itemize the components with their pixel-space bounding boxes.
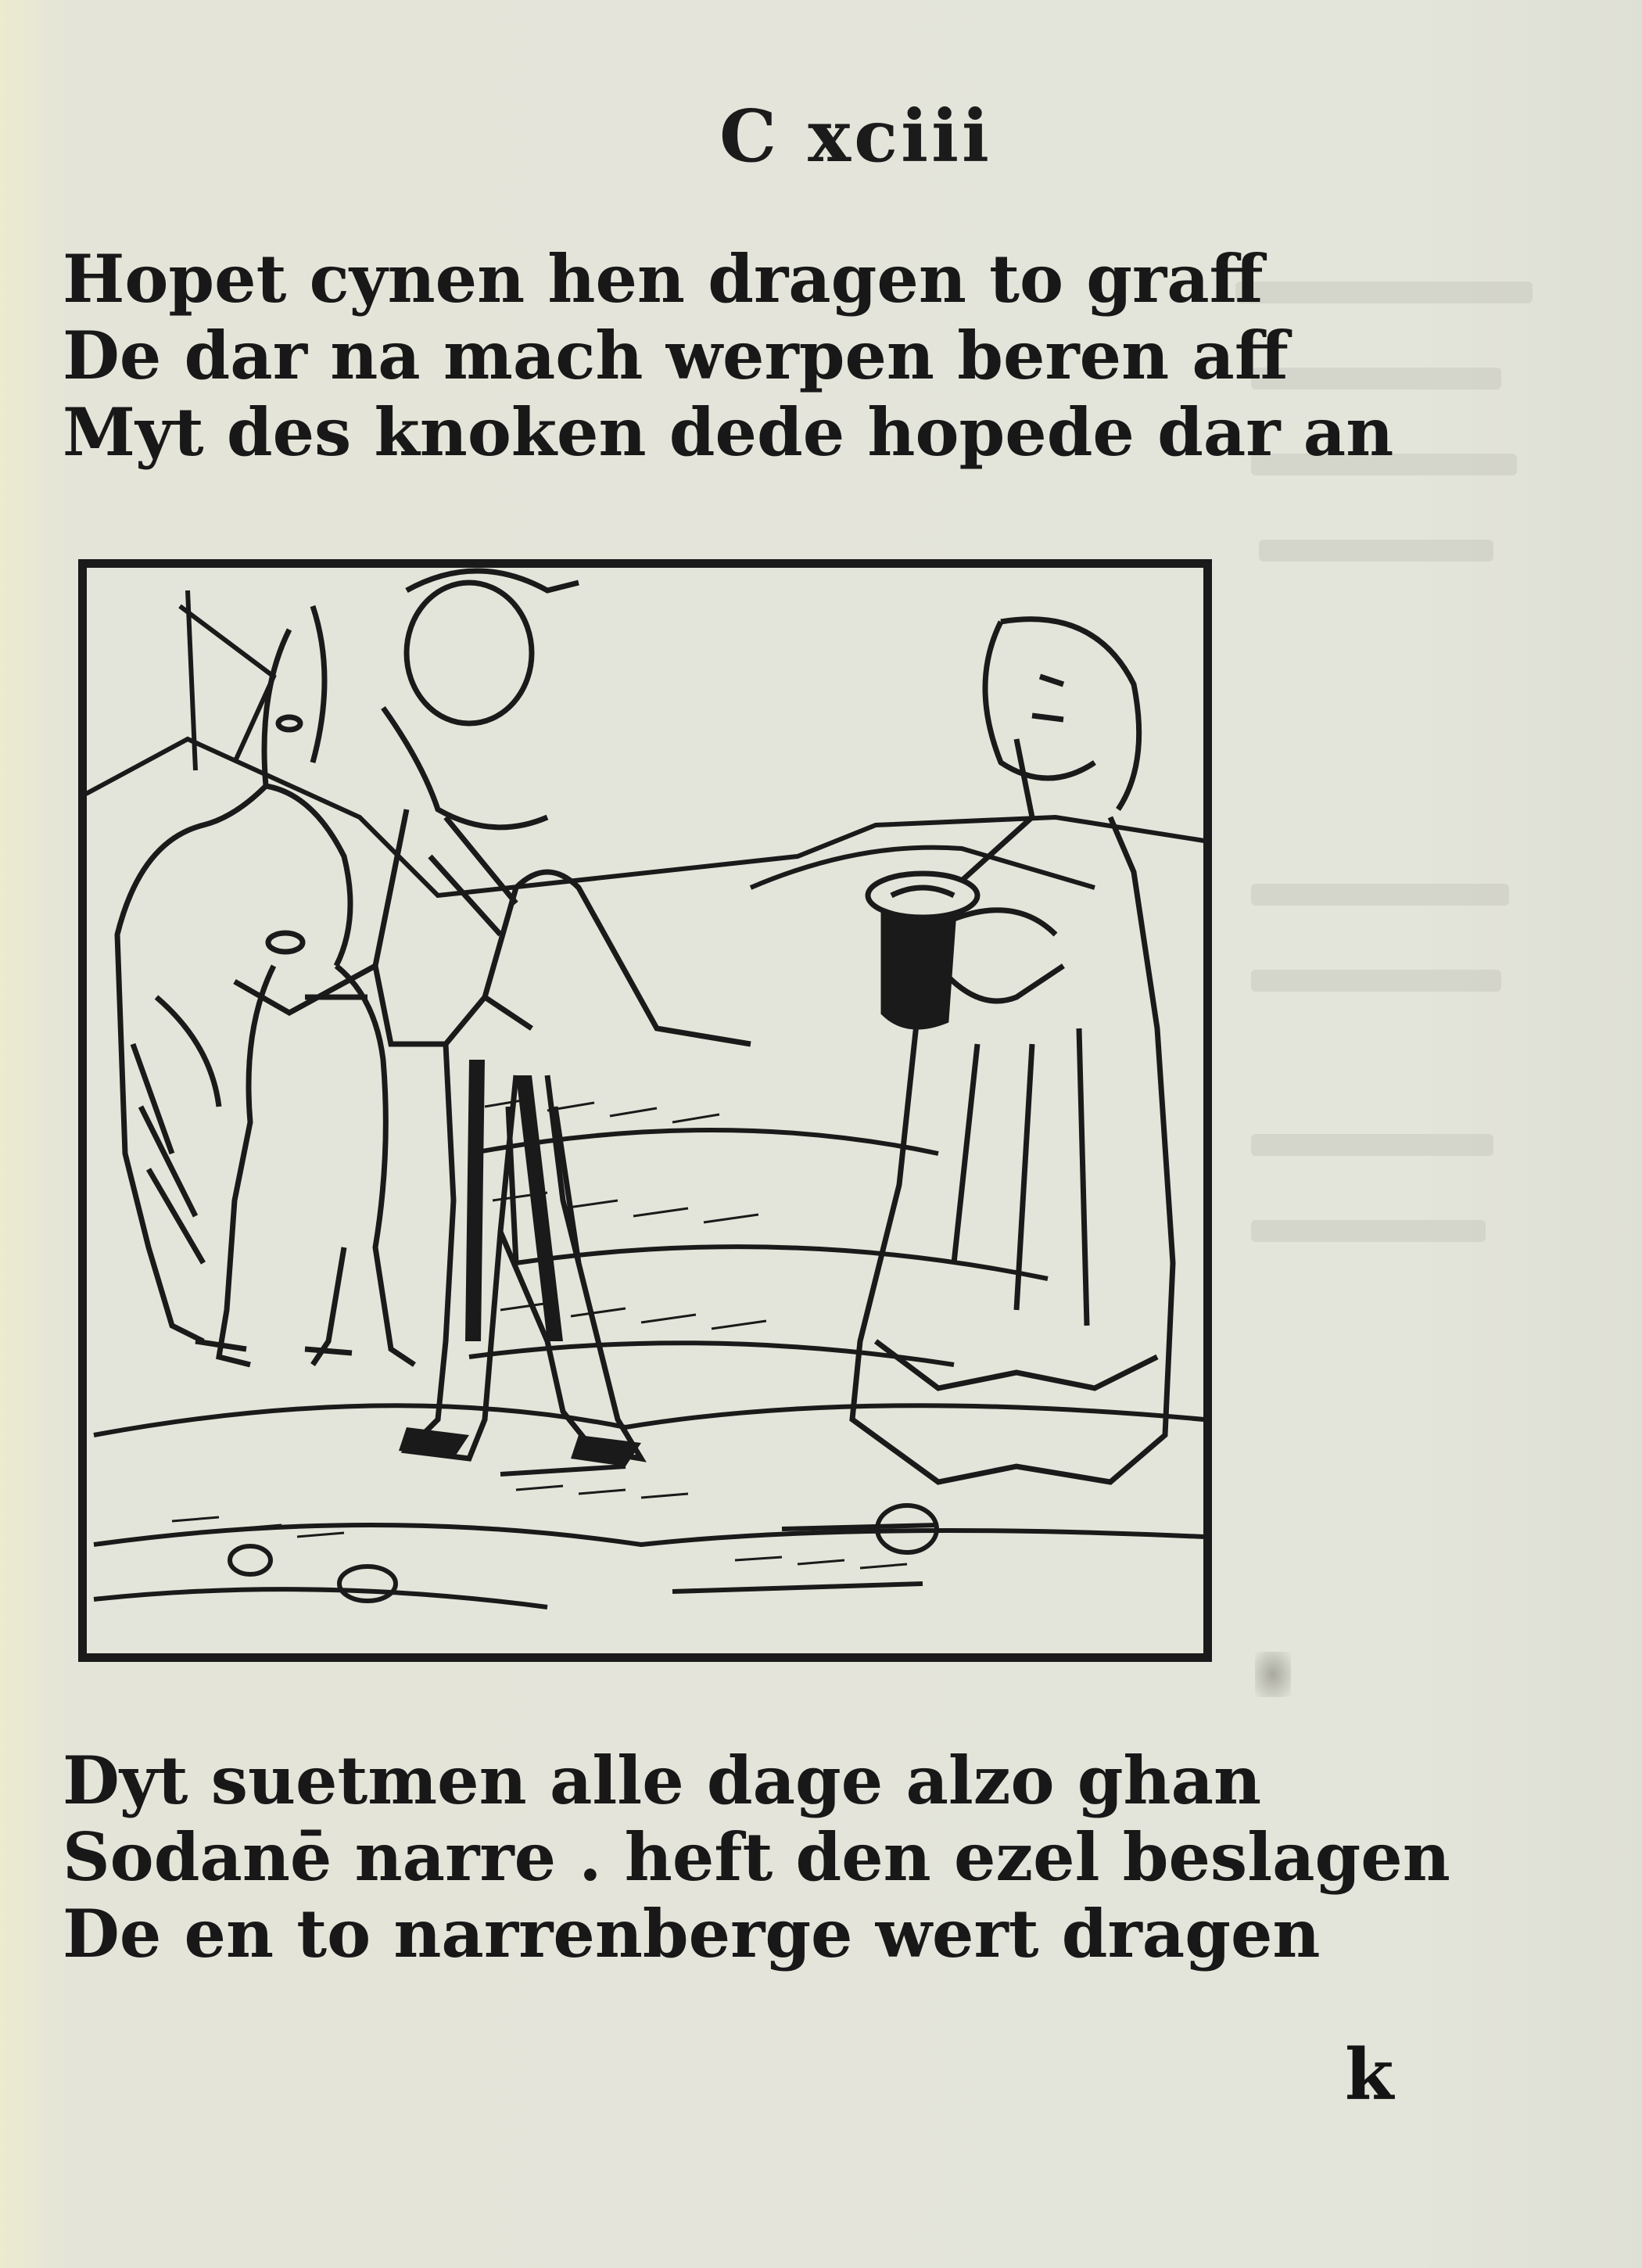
show-through — [1251, 1134, 1493, 1156]
show-through — [1251, 368, 1501, 389]
woodcut-illustration — [78, 559, 1212, 1662]
show-through — [1251, 884, 1509, 906]
show-through — [1259, 540, 1493, 562]
show-through — [1251, 970, 1501, 992]
signature-mark: k — [1345, 2033, 1394, 2116]
verse-line: Myt des knoken dede hopede dar an — [63, 393, 1394, 471]
verse-bottom — [63, 1742, 1450, 1972]
verse-line: Sodanē narre . heft den ezel beslagen — [63, 1818, 1450, 1896]
verse-line: De dar na mach werpen beren aff — [63, 317, 1289, 394]
show-through — [1235, 282, 1533, 303]
verse-line: De en to narrenberge wert dragen — [63, 1895, 1321, 1972]
ink-smudge — [1255, 1652, 1291, 1697]
folio-number: C xciii — [719, 94, 992, 178]
verse-top — [63, 240, 1394, 471]
verse-line: Dyt suetmen alle dage alzo ghan — [63, 1742, 1262, 1819]
verse-line: Hopet cynen hen dragen to graff — [63, 240, 1264, 318]
show-through — [1251, 1220, 1486, 1242]
